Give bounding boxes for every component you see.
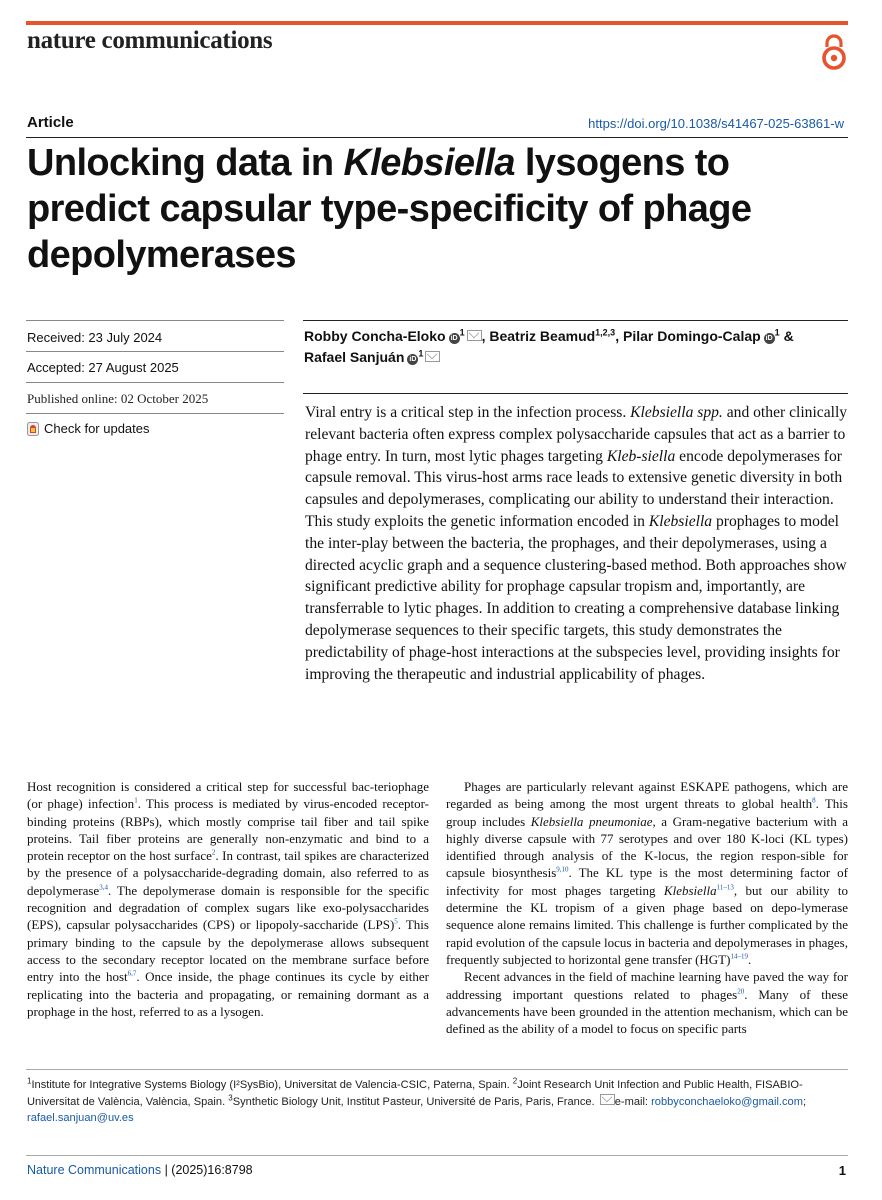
citation-ref[interactable]: 9,10	[556, 866, 569, 875]
check-for-updates-button[interactable]	[27, 421, 150, 436]
brand-bar	[26, 21, 848, 25]
published-date: Published online: 02 October 2025	[27, 391, 209, 406]
divider	[26, 1155, 848, 1156]
article-title: Unlocking data in Klebsiella lysogens to predict capsular type-specificity of phage depolymerases	[27, 142, 752, 276]
affiliation-sup: 1	[418, 348, 424, 359]
author-list: Robby Concha-Eloko $iD^1$ , Beatriz Beamud$^{1,2,3}$, Pilar Domingo-Calap $iD^1$ & Rafael Sanjuán $iD^1$	[304, 327, 794, 365]
email-icon[interactable]	[425, 351, 440, 362]
abstract: Viral entry is a critical step in the infection process. Klebsiella spp. and other clinically relevant bacteria often express complex polysaccharide capsules that act as a barrier to phage entry. In turn, most lytic phages targeting Kleb-siella encode depolymerases for capsule removal. This virus-host arms race leads to extensive genetic diversity in both capsules and depolymerases, complicating our ability to understand their interaction. This study exploits the genetic information encoded in Klebsiella prophages to model the inter-play between the bacteria, the prophages, and their depolymerases, using a directed acyclic graph and a sequence clustering-based method. Both approaches show significant predictive ability for prophage capsular tropism and, importantly, are transferrable to lytic phages. In addition to creating a comprehensive database linking depolymerase sequences to their specific targets, this study demonstrates the predictability of phage-host interactions at the subspecies level, providing insights for improving the therapeutic and industrial applicability of phages.	[305, 404, 848, 683]
doi-link[interactable]: https://doi.org/10.1038/s41467-025-63861-w	[588, 116, 844, 131]
citation-ref[interactable]: 14–19	[730, 952, 748, 961]
body-text-left	[27, 778, 429, 1020]
divider	[26, 1069, 848, 1070]
email-icon[interactable]	[467, 330, 482, 341]
received-date: Received: 23 July 2024	[27, 330, 163, 345]
author-name: Pilar Domingo-Calap	[622, 328, 761, 344]
citation-ref[interactable]: 5	[394, 918, 398, 927]
affiliations-footnote: $^1$Institute for Integrative Systems Biology (I²SysBio), Universitat de Valencia-CSIC, Paterna, Spain. $^2$Joint Research Unit Infection and Public Health, FISABIO-Universitat de València, València, Spain. $^3$Synthetic Biology Unit, Institut Pasteur, Université de Paris, Paris, France. e-mail: robbyconchaeloko@gmail.com; rafael.sanjuan@uv.es	[27, 1076, 807, 1124]
author-name: Rafael Sanjuán	[304, 349, 405, 365]
affiliation-sup: 1,2,3	[595, 327, 616, 338]
orcid-icon[interactable]: iD	[450, 335, 458, 342]
open-access-icon[interactable]	[820, 33, 848, 71]
citation-ref[interactable]: 20	[737, 987, 745, 996]
citation-ref[interactable]: 6,7	[127, 969, 137, 978]
journal-name: nature communications	[27, 27, 273, 54]
divider	[303, 320, 848, 321]
check-updates-label: Check for updates	[44, 421, 150, 436]
email-icon	[600, 1094, 615, 1105]
divider	[26, 320, 284, 321]
article-type: Article	[27, 114, 74, 131]
citation-ref[interactable]: 1	[134, 796, 138, 805]
divider	[303, 393, 848, 394]
body-text-right	[446, 778, 848, 1037]
divider	[26, 413, 284, 414]
email-link[interactable]: robbyconchaeloko@gmail.com	[651, 1095, 803, 1108]
footer-journal-link[interactable]: Nature Communications	[27, 1163, 162, 1177]
page-number: 1	[838, 1163, 846, 1178]
orcid-icon[interactable]: iD	[765, 335, 773, 342]
divider	[26, 382, 284, 383]
divider	[26, 137, 848, 138]
email-link[interactable]: rafael.sanjuan@uv.es	[27, 1112, 134, 1124]
citation-ref[interactable]: 11–13	[716, 883, 734, 892]
paragraph: Phages are particularly relevant against ESKAPE pathogens, which are regarded as being among the most urgent threats to global health$^8$. This group includes Klebsiella pneumoniae, a Gram-negative bacterium with a highly diverse capsule with 77 serotypes and over 180 K-loci (KL types) identified through analysis of the K-locus, the region respon-sible for capsule biosynthesis$^{9,10}$. The KL type is the most determining factor of infectivity for most phages targeting Klebsiella$^{11-13}$, but our ability to determine the KL tropism of a given phage based on depo-lymerase sequence alone remains limited. This challenge is further complicated by the rapid evolution of the capsule locus in bacteria and depolymerases in phages, frequently subjected to horizontal gene transfer (HGT)$^{14-19}$.	[446, 779, 849, 967]
affiliation-sup: 1	[459, 327, 465, 338]
author-name: Robby Concha-Eloko	[304, 328, 446, 344]
citation-ref[interactable]: 8	[812, 796, 816, 805]
footer-citation: Nature Communications | (2025)16:8798	[27, 1163, 253, 1177]
divider	[26, 351, 284, 352]
citation-ref[interactable]: 3,4	[99, 883, 108, 892]
affiliation-sup: 1	[774, 327, 780, 338]
orcid-icon[interactable]: iD	[409, 356, 417, 363]
paragraph: Host recognition is considered a critical step for successful bac-teriophage (or phage) infection$^1$. This process is mediated by virus-encoded receptor-binding proteins (RBPs), which mostly comprise tail fiber and tail spike proteins. Tail fiber proteins are generally non-enzymatic and bind to a protein receptor on the host surface$^2$. In contrast, tail spikes are characterized by the presence of a polysaccharide-degrading domain, also referred to as depolymerase$^{3,4}$. The depolymerase domain is responsible for the specific recognition and degradation of complex sugars like exo-polysaccharides (EPS), capsular polysaccharides (CPS) or lipopoly-saccharide (LPS)$^5$. This primary binding to the capsule by the depolymerase allows subsequent access to the secondary receptor located on the membrane surface before entry into the host$^{6,7}$. Once inside, the phage continues its cycle by either replicating into the bacteria and propagating, or remaining dormant as a prophage in the host, referred to as a lysogen.	[27, 779, 429, 1019]
accepted-date: Accepted: 27 August 2025	[27, 360, 179, 375]
check-updates-icon	[27, 422, 39, 436]
citation-ref[interactable]: 2	[211, 848, 216, 857]
author-name: Beatriz Beamud	[489, 328, 596, 344]
paragraph: Recent advances in the field of machine learning have paved the way for addressing important questions related to phages$^{20}$. Many of these advancements have been grounded in the attention mechanism, which can be defined as the ability of a model to focus on specific parts	[446, 969, 848, 1037]
